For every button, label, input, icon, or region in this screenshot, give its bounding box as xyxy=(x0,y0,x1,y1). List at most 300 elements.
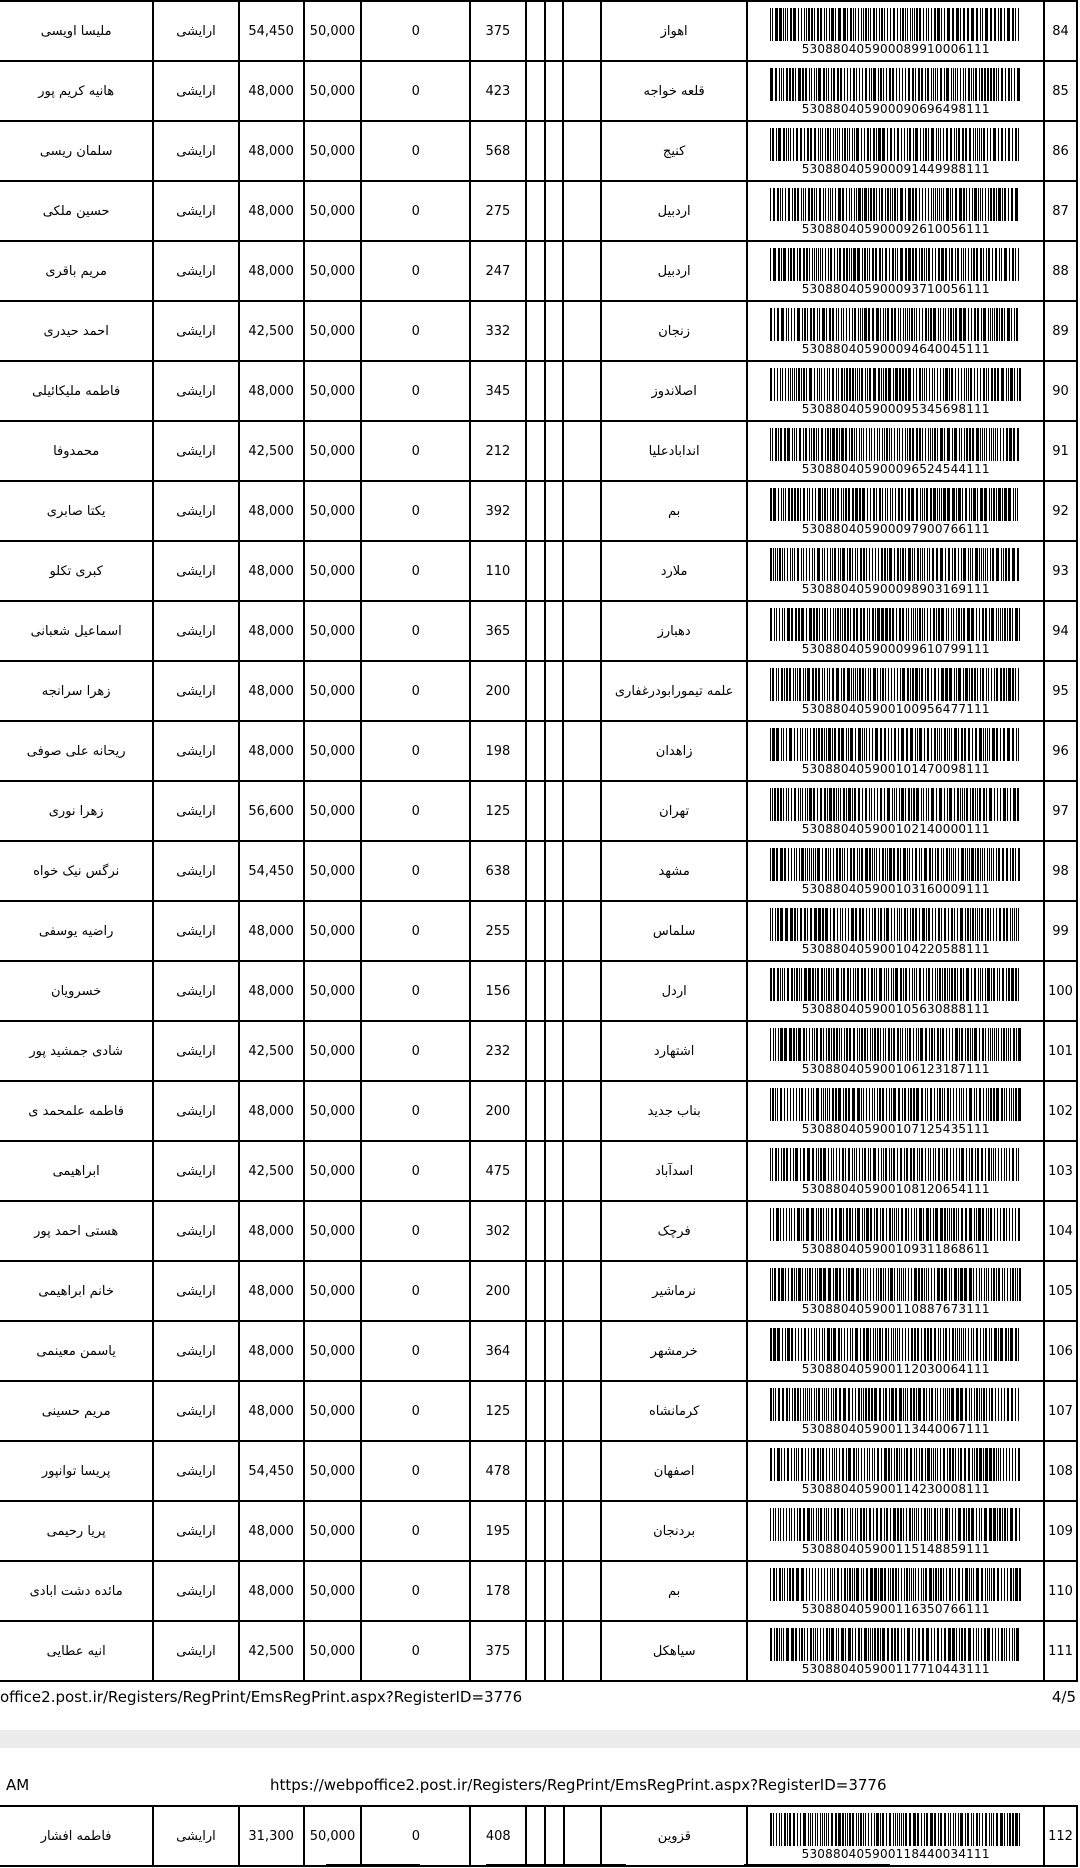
extra-charge: 0 xyxy=(361,361,470,421)
barcode xyxy=(747,301,1044,361)
price: 48,000 xyxy=(239,961,304,1021)
weight: 195 xyxy=(470,1501,526,1561)
declared-value: 50,000 xyxy=(304,901,362,961)
declared-value: 50,000 xyxy=(304,1021,362,1081)
empty-cell xyxy=(563,781,601,841)
barcode-graphic xyxy=(770,1268,1021,1301)
barcode-number: 530880405900116350766111 xyxy=(801,1602,990,1616)
empty-cell xyxy=(563,1381,601,1441)
barcode xyxy=(747,1261,1044,1321)
barcode-graphic xyxy=(770,668,1021,701)
page-number: 4/5 xyxy=(1051,1688,1076,1706)
barcode xyxy=(747,541,1044,601)
table-row xyxy=(0,481,1077,541)
extra-charge: 0 xyxy=(361,1621,470,1681)
price: 48,000 xyxy=(239,1081,304,1141)
content-category: ارایشی xyxy=(153,961,238,1021)
barcode xyxy=(747,181,1044,241)
declared-value: 50,000 xyxy=(304,781,362,841)
recipient-name: یکتا صابری xyxy=(0,481,153,541)
empty-cell xyxy=(563,1,601,61)
weight: 200 xyxy=(470,661,526,721)
weight: 364 xyxy=(470,1321,526,1381)
empty-cell xyxy=(564,1806,602,1866)
barcode-graphic xyxy=(770,248,1021,281)
destination-city: سلماس xyxy=(601,901,748,961)
barcode-number: 530880405900117710443111 xyxy=(801,1662,990,1676)
extra-charge: 0 xyxy=(361,541,470,601)
barcode-number: 530880405900110887673111 xyxy=(801,1302,990,1316)
barcode xyxy=(747,1441,1044,1501)
barcode xyxy=(747,781,1044,841)
row-number: 90 xyxy=(1044,361,1077,421)
print-page-5 xyxy=(0,1748,1080,1868)
empty-cell xyxy=(563,61,601,121)
content-category: ارایشی xyxy=(153,601,238,661)
destination-city: تهران xyxy=(601,781,748,841)
weight: 345 xyxy=(470,361,526,421)
declared-value: 50,000 xyxy=(304,181,362,241)
empty-cell xyxy=(545,1806,564,1866)
empty-cell xyxy=(545,1321,564,1381)
content-category: ارایشی xyxy=(153,1441,238,1501)
content-category: ارایشی xyxy=(153,1141,238,1201)
empty-cell xyxy=(563,901,601,961)
empty-cell xyxy=(526,121,545,181)
table-row xyxy=(0,241,1077,301)
destination-city: کنیج xyxy=(601,121,748,181)
extra-charge: 0 xyxy=(361,1141,470,1201)
empty-cell xyxy=(526,1261,545,1321)
barcode-number: 530880405900094640045111 xyxy=(801,342,990,356)
price: 48,000 xyxy=(239,661,304,721)
empty-cell xyxy=(526,1501,545,1561)
empty-cell xyxy=(526,1021,545,1081)
price: 54,450 xyxy=(239,1,304,61)
destination-city: اشتهارد xyxy=(601,1021,748,1081)
barcode xyxy=(747,1,1044,61)
content-category: ارایشی xyxy=(153,1621,238,1681)
extra-charge: 0 xyxy=(361,1561,470,1621)
declared-value: 50,000 xyxy=(304,121,362,181)
table-row xyxy=(0,781,1077,841)
barcode-number: 530880405900093710056111 xyxy=(801,282,990,296)
barcode-graphic xyxy=(770,308,1021,341)
empty-cell xyxy=(563,1561,601,1621)
recipient-name: فاطمه علمحمد ی xyxy=(0,1081,153,1141)
empty-cell xyxy=(563,961,601,1021)
empty-cell xyxy=(526,481,545,541)
recipient-name: سلمان ریسی xyxy=(0,121,153,181)
price: 48,000 xyxy=(239,481,304,541)
barcode-number: 530880405900113440067111 xyxy=(801,1422,990,1436)
row-number: 112 xyxy=(1044,1806,1077,1866)
empty-cell xyxy=(526,961,545,1021)
destination-city: بناب جدید xyxy=(601,1081,748,1141)
barcode-number: 530880405900109311868611 xyxy=(801,1242,990,1256)
empty-cell xyxy=(545,601,564,661)
recipient-name: فاطمه افشار xyxy=(0,1806,153,1866)
weight: 200 xyxy=(470,1081,526,1141)
barcode-graphic xyxy=(770,728,1021,761)
extra-charge: 0 xyxy=(361,1381,470,1441)
weight: 178 xyxy=(470,1561,526,1621)
price: 48,000 xyxy=(239,1261,304,1321)
destination-city: اردل xyxy=(601,961,748,1021)
recipient-name: انیه عطایی xyxy=(0,1621,153,1681)
recipient-name: راضیه یوسفی xyxy=(0,901,153,961)
weight: 375 xyxy=(470,1,526,61)
empty-cell xyxy=(526,841,545,901)
declared-value: 50,000 xyxy=(304,1441,362,1501)
empty-cell xyxy=(545,481,564,541)
empty-cell xyxy=(563,1021,601,1081)
declared-value: 50,000 xyxy=(304,241,362,301)
empty-cell xyxy=(545,841,564,901)
destination-city: زاهدان xyxy=(601,721,748,781)
empty-cell xyxy=(563,121,601,181)
declared-value: 50,000 xyxy=(304,1261,362,1321)
barcode-graphic xyxy=(770,608,1021,641)
destination-city: قزوین xyxy=(601,1806,747,1866)
weight: 302 xyxy=(470,1201,526,1261)
price: 56,600 xyxy=(239,781,304,841)
destination-city: کرمانشاه xyxy=(601,1381,748,1441)
barcode-graphic xyxy=(770,1388,1021,1421)
barcode-graphic xyxy=(770,128,1021,161)
empty-cell xyxy=(563,301,601,361)
empty-cell xyxy=(545,1561,564,1621)
row-number: 84 xyxy=(1044,1,1077,61)
barcode-graphic xyxy=(770,1568,1021,1601)
recipient-name: پریا رحیمی xyxy=(0,1501,153,1561)
row-number: 92 xyxy=(1044,481,1077,541)
recipient-name: هستی احمد پور xyxy=(0,1201,153,1261)
content-category: ارایشی xyxy=(153,481,238,541)
barcode-graphic xyxy=(770,68,1021,101)
extra-charge: 0 xyxy=(361,61,470,121)
extra-charge: 0 xyxy=(361,961,470,1021)
price: 48,000 xyxy=(239,61,304,121)
empty-cell xyxy=(526,361,545,421)
row-number: 109 xyxy=(1044,1501,1077,1561)
content-category: ارایشی xyxy=(153,421,238,481)
page-footer xyxy=(0,1688,1080,1718)
barcode-number: 530880405900091449988111 xyxy=(801,162,990,176)
barcode-graphic xyxy=(770,1448,1021,1481)
empty-cell xyxy=(545,1441,564,1501)
table-row xyxy=(0,121,1077,181)
empty-cell xyxy=(545,1621,564,1681)
recipient-name: زهرا سرانجه xyxy=(0,661,153,721)
barcode xyxy=(747,1621,1044,1681)
table-row xyxy=(0,1021,1077,1081)
empty-cell xyxy=(545,1081,564,1141)
empty-cell xyxy=(563,1141,601,1201)
table-row xyxy=(0,1321,1077,1381)
recipient-name: نرگس نیک خواه xyxy=(0,841,153,901)
empty-cell xyxy=(545,1381,564,1441)
recipient-name: خانم ابراهیمی xyxy=(0,1261,153,1321)
barcode xyxy=(747,841,1044,901)
extra-charge: 0 xyxy=(361,601,470,661)
declared-value: 50,000 xyxy=(304,601,362,661)
weight: 125 xyxy=(470,781,526,841)
destination-city: سیاهکل xyxy=(601,1621,748,1681)
empty-cell xyxy=(545,541,564,601)
recipient-name: زهرا نوری xyxy=(0,781,153,841)
content-category: ارایشی xyxy=(153,901,238,961)
next-table-header-edge xyxy=(0,1864,1080,1868)
extra-charge: 0 xyxy=(361,121,470,181)
weight: 200 xyxy=(470,1261,526,1321)
extra-charge: 0 xyxy=(361,901,470,961)
barcode-number: 530880405900105630888111 xyxy=(801,1002,990,1016)
barcode-graphic xyxy=(770,488,1021,521)
barcode-graphic xyxy=(770,1088,1021,1121)
recipient-name: یاسمن معینمی xyxy=(0,1321,153,1381)
destination-city: اصفهان xyxy=(601,1441,748,1501)
price: 48,000 xyxy=(239,1321,304,1381)
declared-value: 50,000 xyxy=(304,481,362,541)
weight: 232 xyxy=(470,1021,526,1081)
declared-value: 50,000 xyxy=(304,1,362,61)
row-number: 89 xyxy=(1044,301,1077,361)
barcode-graphic xyxy=(770,8,1021,41)
price: 48,000 xyxy=(239,1501,304,1561)
destination-city: بم xyxy=(601,481,748,541)
empty-cell xyxy=(545,361,564,421)
barcode xyxy=(747,1381,1044,1441)
empty-cell xyxy=(526,781,545,841)
recipient-name: پریسا توانپور xyxy=(0,1441,153,1501)
empty-cell xyxy=(545,1261,564,1321)
extra-charge: 0 xyxy=(361,181,470,241)
content-category: ارایشی xyxy=(153,361,238,421)
barcode-graphic xyxy=(770,1508,1021,1541)
price: 31,300 xyxy=(239,1806,304,1866)
weight: 478 xyxy=(470,1441,526,1501)
destination-city: مشهد xyxy=(601,841,748,901)
barcode-number: 530880405900101470098111 xyxy=(801,762,990,776)
empty-cell xyxy=(526,1201,545,1261)
row-number: 104 xyxy=(1044,1201,1077,1261)
row-number: 91 xyxy=(1044,421,1077,481)
empty-cell xyxy=(545,721,564,781)
extra-charge: 0 xyxy=(361,301,470,361)
empty-cell xyxy=(526,1141,545,1201)
content-category: ارایشی xyxy=(153,721,238,781)
barcode-graphic xyxy=(770,968,1021,1001)
destination-city: نرماشیر xyxy=(601,1261,748,1321)
declared-value: 50,000 xyxy=(304,1561,362,1621)
table-row xyxy=(0,661,1077,721)
weight: 638 xyxy=(470,841,526,901)
barcode xyxy=(747,961,1044,1021)
barcode-number: 530880405900098903169111 xyxy=(801,582,990,596)
price: 48,000 xyxy=(239,601,304,661)
weight: 110 xyxy=(470,541,526,601)
content-category: ارایشی xyxy=(153,1561,238,1621)
extra-charge: 0 xyxy=(361,1,470,61)
recipient-name: مریم حسینی xyxy=(0,1381,153,1441)
row-number: 88 xyxy=(1044,241,1077,301)
empty-cell xyxy=(545,181,564,241)
barcode-number: 530880405900099610799111 xyxy=(801,642,990,656)
price: 42,500 xyxy=(239,1141,304,1201)
barcode-number: 530880405900096524544111 xyxy=(801,462,990,476)
row-number: 97 xyxy=(1044,781,1077,841)
recipient-name: خسرویان xyxy=(0,961,153,1021)
recipient-name: هانیه کریم پور xyxy=(0,61,153,121)
table-row xyxy=(0,361,1077,421)
declared-value: 50,000 xyxy=(304,1501,362,1561)
content-category: ارایشی xyxy=(153,301,238,361)
table-row xyxy=(0,1806,1077,1866)
weight: 568 xyxy=(470,121,526,181)
extra-charge: 0 xyxy=(361,1806,470,1866)
declared-value: 50,000 xyxy=(304,661,362,721)
weight: 198 xyxy=(470,721,526,781)
row-number: 87 xyxy=(1044,181,1077,241)
table-row xyxy=(0,901,1077,961)
destination-city: اردبیل xyxy=(601,241,748,301)
barcode-number: 530880405900102140000111 xyxy=(801,822,990,836)
barcode xyxy=(747,1806,1044,1866)
content-category: ارایشی xyxy=(153,1381,238,1441)
price: 48,000 xyxy=(239,181,304,241)
destination-city: قلعه خواجه xyxy=(601,61,748,121)
row-number: 94 xyxy=(1044,601,1077,661)
price: 48,000 xyxy=(239,541,304,601)
empty-cell xyxy=(526,61,545,121)
recipient-name: ریحانه علی صوفی xyxy=(0,721,153,781)
extra-charge: 0 xyxy=(361,1501,470,1561)
table-row xyxy=(0,1621,1077,1681)
content-category: ارایشی xyxy=(153,1806,239,1866)
weight: 212 xyxy=(470,421,526,481)
table-row xyxy=(0,1561,1077,1621)
destination-city: بم xyxy=(601,1561,748,1621)
barcode-number: 530880405900104220588111 xyxy=(801,942,990,956)
declared-value: 50,000 xyxy=(304,1081,362,1141)
recipient-name: احمد حیدری xyxy=(0,301,153,361)
recipient-name: فاطمه ملیکائیلی xyxy=(0,361,153,421)
empty-cell xyxy=(545,961,564,1021)
barcode xyxy=(747,121,1044,181)
empty-cell xyxy=(526,241,545,301)
destination-city: علمه تیمورابودرغفاری xyxy=(601,661,748,721)
table-row xyxy=(0,181,1077,241)
barcode-graphic xyxy=(770,1813,1021,1846)
extra-charge: 0 xyxy=(361,721,470,781)
extra-charge: 0 xyxy=(361,481,470,541)
empty-cell xyxy=(526,721,545,781)
content-category: ارایشی xyxy=(153,1321,238,1381)
destination-city: زنجان xyxy=(601,301,748,361)
barcode-number: 530880405900089910006111 xyxy=(801,42,990,56)
price: 42,500 xyxy=(239,421,304,481)
empty-cell xyxy=(545,1141,564,1201)
row-number: 105 xyxy=(1044,1261,1077,1321)
recipient-name: اسماعیل شعبانی xyxy=(0,601,153,661)
barcode-graphic xyxy=(770,1208,1021,1241)
barcode xyxy=(747,721,1044,781)
header-time: AM xyxy=(6,1776,30,1794)
barcode-number: 530880405900115148859111 xyxy=(801,1542,990,1556)
destination-city: دهبارز xyxy=(601,601,748,661)
empty-cell xyxy=(526,601,545,661)
barcode xyxy=(747,601,1044,661)
destination-city: فرچک xyxy=(601,1201,748,1261)
declared-value: 50,000 xyxy=(304,961,362,1021)
barcode-number: 530880405900103160009111 xyxy=(801,882,990,896)
empty-cell xyxy=(563,601,601,661)
destination-city: خرمشهر xyxy=(601,1321,748,1381)
content-category: ارایشی xyxy=(153,841,238,901)
declared-value: 50,000 xyxy=(304,1201,362,1261)
barcode-number: 530880405900095345698111 xyxy=(801,402,990,416)
table-row xyxy=(0,601,1077,661)
content-category: ارایشی xyxy=(153,61,238,121)
empty-cell xyxy=(563,361,601,421)
extra-charge: 0 xyxy=(361,1261,470,1321)
barcode xyxy=(747,481,1044,541)
row-number: 86 xyxy=(1044,121,1077,181)
table-row xyxy=(0,61,1077,121)
price: 48,000 xyxy=(239,241,304,301)
empty-cell xyxy=(563,181,601,241)
empty-cell xyxy=(545,1201,564,1261)
barcode xyxy=(747,1081,1044,1141)
table-row xyxy=(0,1081,1077,1141)
row-number: 111 xyxy=(1044,1621,1077,1681)
barcode-graphic xyxy=(770,1148,1021,1181)
footer-url: office2.post.ir/Registers/RegPrint/EmsRegPrint.aspx?RegisterID=3776 xyxy=(0,1688,523,1706)
declared-value: 50,000 xyxy=(304,1806,362,1866)
empty-cell xyxy=(545,1,564,61)
barcode-number: 530880405900092610056111 xyxy=(801,222,990,236)
empty-cell xyxy=(563,1321,601,1381)
empty-cell xyxy=(526,421,545,481)
row-number: 107 xyxy=(1044,1381,1077,1441)
barcode-number: 530880405900114230008111 xyxy=(801,1482,990,1496)
empty-cell xyxy=(526,1081,545,1141)
row-number: 98 xyxy=(1044,841,1077,901)
destination-city: اصلاندوز xyxy=(601,361,748,421)
barcode xyxy=(747,1561,1044,1621)
declared-value: 50,000 xyxy=(304,841,362,901)
barcode-number: 530880405900090696498111 xyxy=(801,102,990,116)
declared-value: 50,000 xyxy=(304,61,362,121)
row-number: 96 xyxy=(1044,721,1077,781)
barcode-graphic xyxy=(770,1328,1021,1361)
barcode-number: 530880405900112030064111 xyxy=(801,1362,990,1376)
destination-city: بردنجان xyxy=(601,1501,748,1561)
page-separator xyxy=(0,1730,1080,1748)
empty-cell xyxy=(545,421,564,481)
extra-charge: 0 xyxy=(361,781,470,841)
barcode xyxy=(747,1501,1044,1561)
weight: 275 xyxy=(470,181,526,241)
empty-cell xyxy=(545,781,564,841)
content-category: ارایشی xyxy=(153,1501,238,1561)
table-row xyxy=(0,1501,1077,1561)
barcode xyxy=(747,661,1044,721)
declared-value: 50,000 xyxy=(304,1621,362,1681)
row-number: 103 xyxy=(1044,1141,1077,1201)
empty-cell xyxy=(526,541,545,601)
